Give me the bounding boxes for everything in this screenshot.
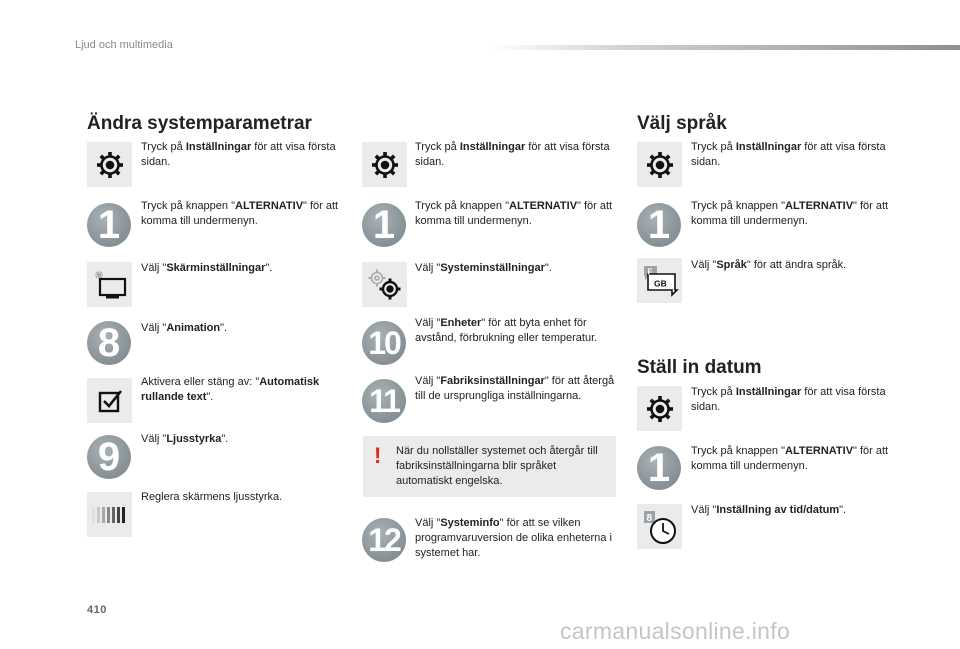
col3-step2-text: Tryck på knappen "ALTERNATIV" för att komma till undermenyn. xyxy=(691,200,889,227)
settings-gear-icon xyxy=(637,386,682,431)
col2-step5-text: Välj "Fabriksinställningar" för att återgå till de ursprungliga inställningarna. xyxy=(415,375,615,402)
col2-step2-text: Tryck på knappen "ALTERNATIV" för att komma till undermenyn. xyxy=(415,200,613,227)
header-title: Ljud och multimedia xyxy=(75,39,173,51)
step-number-badge: 10 xyxy=(362,321,406,365)
section-title-date: Ställ in datum xyxy=(637,357,762,378)
section-title-system-params: Ändra systemparametrar xyxy=(87,113,312,134)
col1-step1-text: Tryck på Inställningar för att visa första sidan. xyxy=(141,141,336,168)
col2-step1-text: Tryck på Inställningar för att visa första sidan. xyxy=(415,141,610,168)
col3-step1-text: Tryck på Inställningar för att visa första sidan. xyxy=(691,141,886,168)
language-speech-icon xyxy=(637,258,682,303)
col2-step4-text: Välj "Enheter" för att byta enhet för avstånd, förbrukning eller temperatur. xyxy=(415,317,598,344)
settings-gear-icon xyxy=(637,142,682,187)
step-number-badge: 9 xyxy=(87,435,131,479)
section-title-language: Välj språk xyxy=(637,113,727,134)
page-number: 410 xyxy=(87,604,107,616)
system-settings-icon xyxy=(362,262,407,307)
col3b-step1-text: Tryck på Inställningar för att visa första sidan. xyxy=(691,386,886,413)
col2-step3-text: Välj "Systeminställningar". xyxy=(415,262,552,274)
calendar-icon-digit: 8 xyxy=(646,512,652,524)
col3b-step3-text: Välj "Inställning av tid/datum". xyxy=(691,504,847,516)
col1-step7-text: Reglera skärmens ljusstyrka. xyxy=(141,491,283,503)
col2-step6-text: Välj "Systeminfo" för att se vilken programvaruversion de olika enheterna i systemet har. xyxy=(415,517,612,559)
col3-step3-text: Välj "Språk" för att ändra språk. xyxy=(691,259,847,271)
language-icon-letter-gb: GB xyxy=(653,278,667,288)
settings-gear-icon xyxy=(87,142,132,187)
checkbox-icon xyxy=(87,378,132,423)
language-icon-letter-f: F xyxy=(647,267,652,276)
step-number-badge: 1 xyxy=(362,203,406,247)
settings-gear-icon xyxy=(362,142,407,187)
step-number-badge: 8 xyxy=(87,321,131,365)
warning-text: När du nollställer systemet och återgår till fabriksinställningarna blir språket automatiskt engelska. xyxy=(396,445,598,487)
col1-step2-text: Tryck på knappen "ALTERNATIV" för att komma till undermenyn. xyxy=(141,200,339,227)
step-number-badge: 12 xyxy=(362,518,406,562)
watermark: carmanualsonline.info xyxy=(560,618,791,644)
col1-step4-text: Välj "Animation". xyxy=(141,322,228,334)
col3b-step2-text: Tryck på knappen "ALTERNATIV" för att komma till undermenyn. xyxy=(691,445,889,472)
clock-calendar-icon xyxy=(637,504,682,549)
col1-step6-text: Välj "Ljusstyrka". xyxy=(141,433,229,445)
screen-settings-icon xyxy=(87,262,132,307)
brightness-scale-icon xyxy=(87,492,132,537)
step-number-badge: 1 xyxy=(637,203,681,247)
step-number-badge: 1 xyxy=(637,446,681,490)
warning-exclamation-icon: ! xyxy=(374,443,382,468)
col1-step3-text: Välj "Skärminställningar". xyxy=(141,262,273,274)
step-number-badge: 11 xyxy=(362,379,406,423)
col1-step5-text: Aktivera eller stäng av: "Automatisk rullande text". xyxy=(141,376,320,403)
header-rule xyxy=(490,45,960,50)
step-number-badge: 1 xyxy=(87,203,131,247)
